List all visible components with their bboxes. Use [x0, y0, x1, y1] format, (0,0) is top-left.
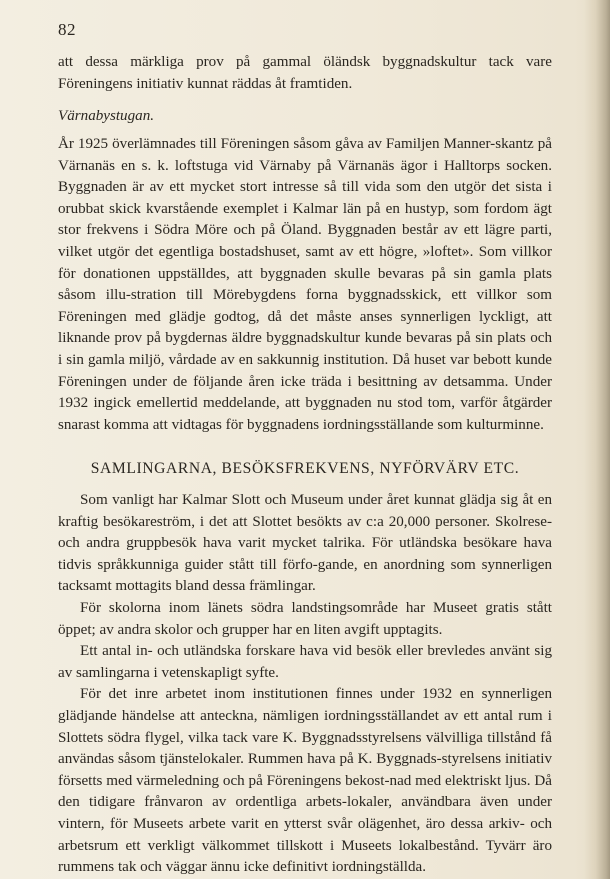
section-body	[58, 490, 552, 879]
intro-paragraph: att dessa märkliga prov på gammal öländsk byggnadskultur tack vare Föreningens initiativ kunnat räddas åt framtiden.	[58, 54, 552, 92]
section-heading-text: SAMLINGARNA, BESÖKSFREKVENS, NYFÖRVÄRV ETC.	[90, 460, 520, 477]
paragraph-researchers: Ett antal in- och utländska forskare hava vid besök eller brevledes använt sig av samlingarna i vetenskapligt syfte.	[58, 643, 552, 681]
varnaby-paragraph-block	[58, 134, 552, 436]
subheading-varnabystugan: Värnabystugan.	[58, 108, 155, 124]
section-heading	[0, 460, 610, 478]
page-number: 82	[58, 20, 76, 39]
intro-paragraph-block	[58, 52, 552, 95]
page-edge-shadow	[584, 0, 610, 879]
paragraph-internal-work: För det inre arbetet inom institutionen finnes under 1932 en synnerligen glädjande händelse att anteckna, nämligen iordningsställandet av ett antal rum i Slottets södra flygel, vilka tack vare K. Byggnadsstyrelsens välvilliga tillstånd få användas såsom tjänstelokaler. Rummen hava på K. Byggnads-styrelsens initiativ försetts med värmeledning och på Föreningens bekost-nad med elektriskt ljus. Då den tidigare frånvaron av ordentliga arbets-lokaler, användbara även under vintern, för Museets arbete varit en ytterst svår olägenhet, äro dessa arkiv- och arbetsrum ett verkligt välkommet tillskott i Museets lokalbestånd. Tyvärr äro rummens tak och väggar ännu icke definitivt iordningställda.	[58, 686, 552, 876]
paragraph-visitors: Som vanligt har Kalmar Slott och Museum under året kunnat glädja sig åt en kraftig besökareström, i det att Slottet besökts av c:a 20,000 personer. Skolrese- och andra gruppbesök hava varit mycket talrika. För utländska besökare hava tidvis språkkunniga guider stått till förfo-gande, en anordning som synnerligen tacksamt mottagits bland dessa främlingar.	[58, 492, 552, 595]
paragraph-schools: För skolorna inom länets södra landstingsområde har Museet gratis stått öppet; av andra skolor och grupper har en liten avgift upptagits.	[58, 599, 552, 638]
varnaby-paragraph: År 1925 överlämnades till Föreningen såsom gåva av Familjen Manner-skantz på Värnanäs en s. k. loftstuga vid Värnaby på Värnanäs ägor i Halltorps socken. Byggnaden är av ett mycket stort intresse så till vida som den utgör det sista i orubbat skick kvarstående exemplet i Kalmar län på en hustyp, som fordom ägt stor frekvens i Södra Möre och på Öland. Byggnaden består av ett lägre parti, vilket utgör det egentliga bostadshuset, samt av ett högre, »loftet». Som villkor för donationen uppställdes, att byggnaden skulle bevaras på sin gamla plats såsom illu-stration till Mörebygdens forna byggnadsskick, ett villkor som Föreningen med glädje godtog, då det måste anses synnerligen lyckligt, att liknande prov på bygdernas äldre byggnadskultur kunde bevaras på sin plats och i sin gamla miljö, vårdade av en sakkunnig institution. Då huset var bebott kunde Föreningen under de följande åren icke träda i besittning av detsamma. Under 1932 ingick emellertid meddelande, att byggnaden nu stod tom, varför åtgärder snarast komma att vidtagas för byggnadens iordningsställande som kulturminne.	[58, 136, 552, 433]
